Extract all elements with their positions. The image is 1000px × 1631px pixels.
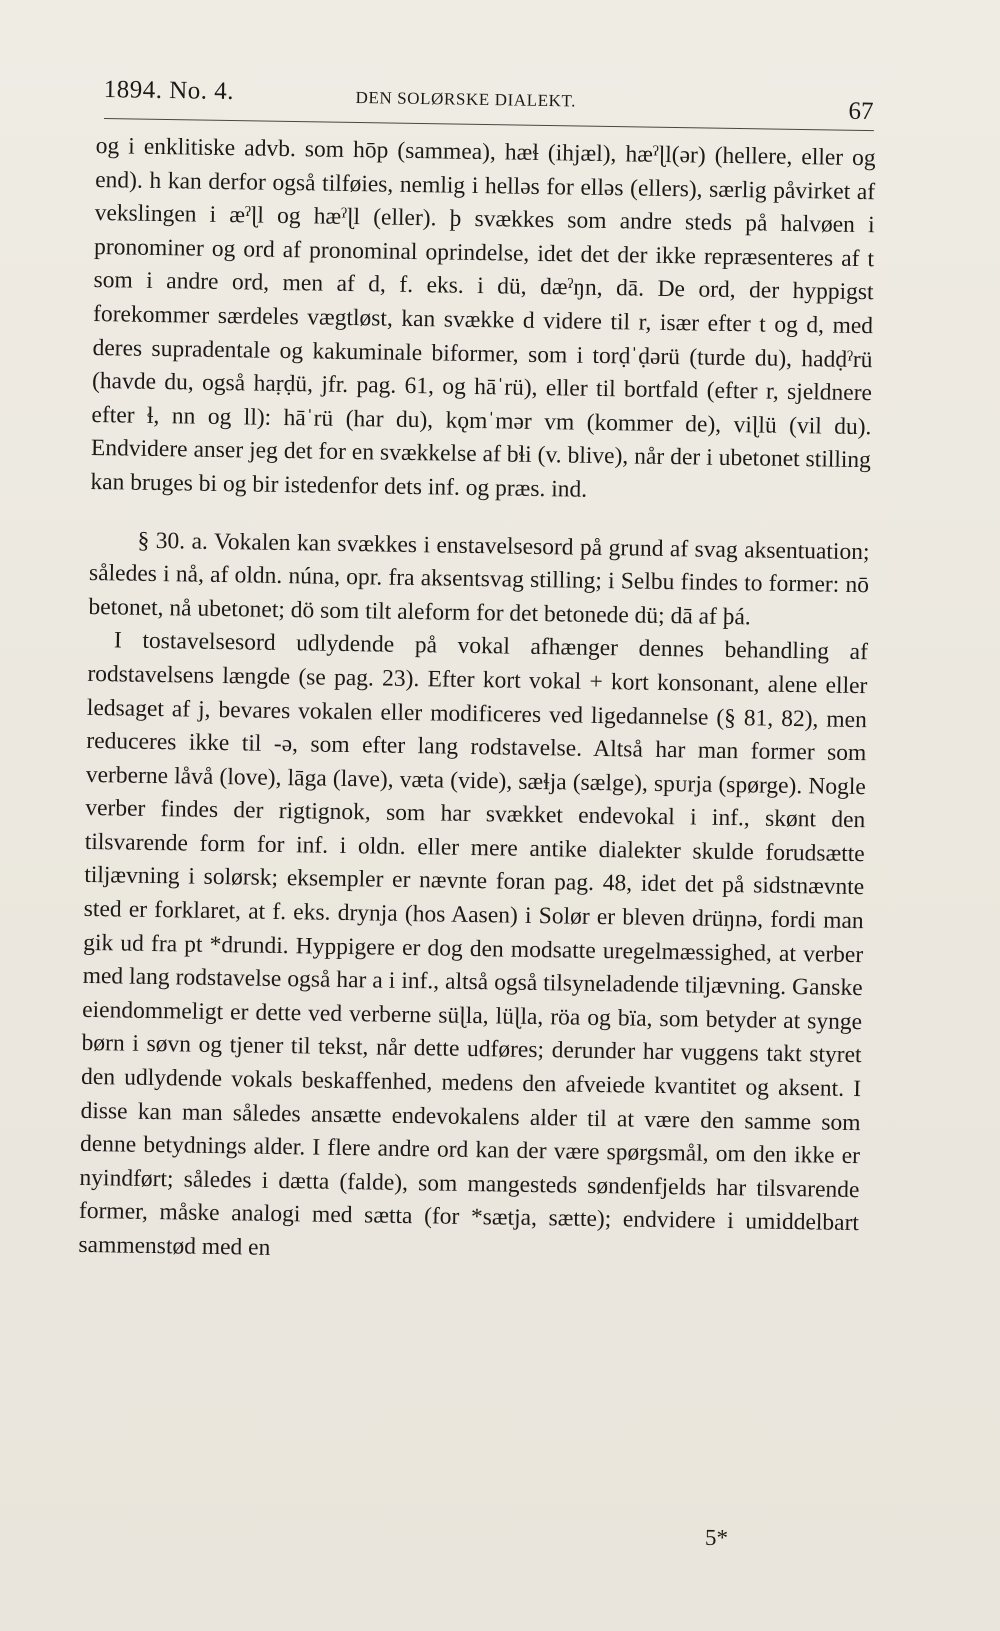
paragraph-3: I tostavelsesord udlydende på vokal afhænger dennes behandling af rodstavelsens længde (se pag. 23). Efter kort vokal + kort konsonant, alene eller ledsaget af j, bevares vokalen eller modificeres ved ligedannelse (§ 81, 82), men reduceres ikke til -ə, som efter lang rodstavelse. Altså har man former som verberne låvå (love), lāga (lave), væta (vide), sæɬja (sælge), spᴜrja (spørge). Nogle verber findes der rigtignok, som har svækket endevokal i inf., skønt den tilsvarende form for inf. i oldn. eller mere antike dialekter skulde forudsætte tiljævning i solørsk; eksempler er nævnte foran pag. 48, idet det på sidstnævnte sted er forklaret, at f. eks. drynja (hos Aasen) i Solør er bleven drüŋnə, fordi man gik ud fra pt *drundi. Hyppigere er dog den modsatte uregelmæssighed, at verber med lang rodstavelse også har a i inf., altså også tilsyneladende tiljævning. Ganske eiendommeligt er dette ved verberne süɭla, lüɭla, röa og bïa, som betyder at synge børn i søvn og tjener til tekst, når dette udføres; derunder har vuggens takt styret den udlydende vokals beskaffenhed, medens den afveiede kvantitet og aksent. I disse kan man således ansætte endevokalens alder til at være den samme som denne betydnings alder. I flere andre ord kan der være spørgsmål, om den ikke er nyindført; således i dætta (falde), som mangesteds søndenfjelds har tilsvarende former, måske analogi med sætta (for *sætja, sætte); endvidere i umiddelbart sammenstød med en [78,627,869,1261]
signature-mark: 5* [704,1524,729,1551]
page-number: 67 [848,97,874,126]
running-title: DEN SOLØRSKE DIALEKT. [355,87,577,111]
running-header [103,70,874,126]
paragraph-section-30: § 30. a. Vokalen kan svækkes i enstavelsesord på grund af svag aksentuation; således i nå, af oldn. núna, opr. fra aksentsvag stilling; i Selbu findes to former: nō betonet, nå ubetonet; dö som tilt aleform for det betonede dü; dā af þá. [88,527,870,631]
issue-label: 1894. No. 4. [103,75,235,106]
body-text [78,130,876,1275]
paragraph-1: og i enklitiske advb. som hōp (sammea), hæɬ (ihjæl), hæˀɭl(ər) (hellere, eller og end). h kan derfor også tilføies, nemlig i helləs for elləs (ellers), særlig påvirket af vekslingen i æˀɭl og hæˀɭl (eller). þ svækkes som andre steds på halvøen i pronominer og ord af pronominal oprindelse, idet det der ikke repræsenteres af t som i andre ord, men af d, f. eks. i dü, dæˀŋn, dā. De ord, der hyppigst forekommer særdeles vægtløst, kan svække d videre til r, især efter t og d, med deres supradentale og kakuminale biformer, som i torḍˈḍərü (turde du), hadḍˀrü (havde du, også haṛḍü, jfr. pag. 61, og hāˈrü), eller til bortfald (efter r, sjeldnere efter ɬ, nn og ll): hāˈrü (har du), kǫmˈmər vm (kommer de), viɭlü (vil du). Endvidere anser jeg det for en svækkelse af bɬi (v. blive), når der i ubetonet stilling kan bruges bi og bir istedenfor dets inf. og præs. ind. [90,132,876,503]
